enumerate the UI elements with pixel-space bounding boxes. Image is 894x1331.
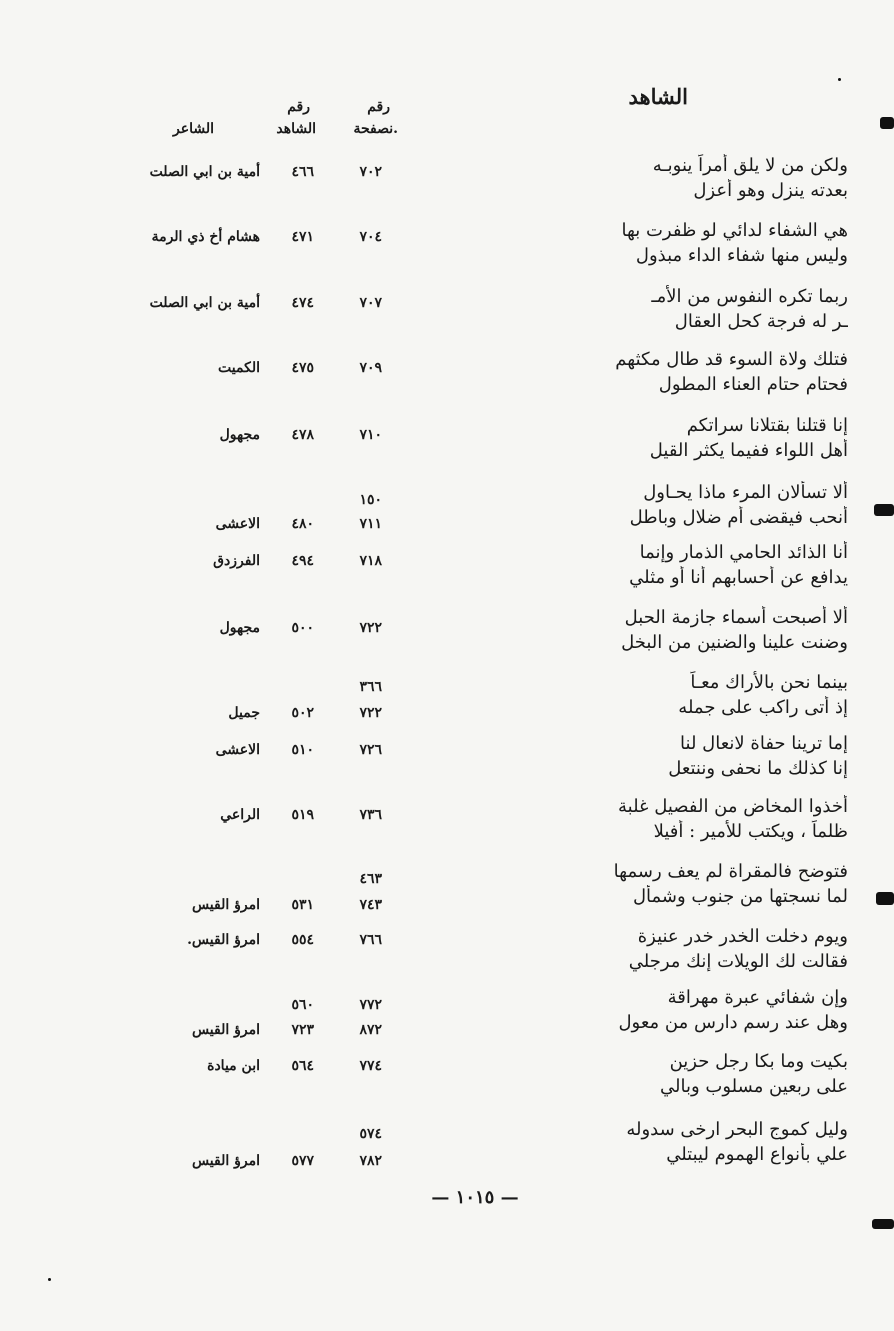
poet-name: امرؤ القيس	[191, 897, 260, 913]
verse-line-2: أهل اللواء ففيما يكثر القيل	[649, 440, 848, 461]
list-item	[0, 671, 894, 735]
page-number: ٧٠٩	[359, 360, 382, 376]
witness-number: ٥١٩	[291, 807, 314, 823]
verse-line-1: فتوضح فالمقراة لم يعف رسمها	[613, 861, 848, 882]
scan-speck	[838, 78, 841, 81]
page-number: ٧٦٦	[359, 932, 382, 948]
verse-line-1: بينما نحن بالأراك معـاً	[690, 672, 848, 693]
list-item	[0, 414, 894, 478]
witness-number: ٤٧٥	[291, 360, 314, 376]
verse-line-1: إنا قتلنا بقتلانا سراتكم	[686, 415, 848, 436]
poet-name: مجهول	[219, 427, 260, 443]
page-number: ٧٤٣	[359, 897, 382, 913]
page-number: ٧٠٧	[359, 295, 382, 311]
verse-line-1: وإن شفائي عبرة مهراقة	[667, 987, 848, 1008]
column-header-witness-top: رقم	[287, 99, 310, 115]
column-header-witness-bottom: الشاهد	[276, 121, 316, 137]
verse-line-1: أخذوا المخاض من الفصيل غلبة	[618, 796, 848, 817]
poet-name: جميل	[228, 705, 260, 721]
list-item	[0, 541, 894, 605]
list-item	[0, 154, 894, 218]
list-item	[0, 1118, 894, 1182]
list-item	[0, 795, 894, 859]
verse-line-2: إنا كذلك ما نحفى وننتعل	[668, 758, 848, 779]
verse-line-1: وليل كموج البحر ارخى سدوله	[626, 1119, 848, 1140]
page-number: ٧٢٢	[359, 705, 382, 721]
poet-name: أمية بن ابي الصلت	[149, 164, 260, 180]
page-number-secondary: ٣٦٦	[359, 679, 382, 695]
page-number: ٧١١	[359, 516, 382, 532]
poet-name: الفرزدق	[213, 553, 260, 569]
poet-name: مجهول	[219, 620, 260, 636]
witness-number: ٤٧٨	[291, 427, 314, 443]
poet-name: الراعي	[220, 807, 260, 823]
page-number: ٧٣٦	[359, 807, 382, 823]
verse-line-2: فقالت لك الويلات إنك مرجلي	[628, 951, 848, 972]
verse-line-2: لما نسجتها من جنوب وشمأل	[632, 886, 848, 907]
poet-name: أمية بن ابي الصلت	[149, 295, 260, 311]
verse-line-2: وهل عند رسم دارس من معول	[618, 1012, 848, 1033]
list-item	[0, 481, 894, 545]
verse-line-2: يدافع عن أحسابهم أنا أو مثلي	[629, 567, 848, 588]
witness-number: ٤٨٠	[291, 516, 314, 532]
poet-name: ابن ميادة	[207, 1058, 260, 1074]
witness-number: ٥٧٧	[291, 1153, 314, 1169]
verse-line-2: ظلماً ، ويكتب للأمير : أفيلا	[653, 821, 848, 842]
scan-binding-mark	[872, 1219, 894, 1229]
column-title-verse: الشاهد	[628, 84, 688, 109]
page-number: ٧٢٦	[359, 742, 382, 758]
page-number: ٧١٠	[359, 427, 382, 443]
list-item	[0, 219, 894, 283]
verse-line-2: إذ أتى راكب على جمله	[678, 697, 848, 718]
verse-line-1: هي الشفاء لدائي لو ظفرت بها	[621, 220, 848, 241]
list-item	[0, 348, 894, 412]
poet-name: الاعشى	[215, 516, 260, 532]
poet-name: الاعشى	[215, 742, 260, 758]
page-number: ٧٢٢	[359, 620, 382, 636]
witness-number: ٥٠٠	[291, 620, 314, 636]
page-number: ٧٧٤	[359, 1058, 382, 1074]
poet-name: هشام أخ ذي الرمة	[151, 229, 260, 245]
verse-line-1: إما ترينا حفاة لانعال لنا	[680, 733, 848, 754]
verse-line-2: على ربعين مسلوب وبالي	[660, 1076, 848, 1097]
verse-line-1: ويوم دخلت الخدر خدر عنيزة	[637, 926, 848, 947]
column-header-page-bottom: .نصفحة	[353, 121, 398, 137]
verse-line-1: ألا تسألان المرء ماذا يحـاول	[643, 482, 848, 503]
witness-number: ٧٢٣	[291, 1022, 314, 1038]
poet-name: امرؤ القيس	[191, 1022, 260, 1038]
verse-line-2: بعدته ينزل وهو أعزل	[693, 180, 848, 201]
verse-line-1: أنا الذائد الحامي الذمار وإنما	[639, 542, 848, 563]
list-item	[0, 606, 894, 670]
page-number: ٧٠٤	[359, 229, 382, 245]
page-number-secondary: ٥٧٤	[359, 1126, 382, 1142]
list-item	[0, 1050, 894, 1114]
page-number: ٧٨٢	[359, 1153, 382, 1169]
verse-line-2: وليس منها شفاء الداء مبذول	[635, 245, 848, 266]
scan-binding-mark	[880, 117, 894, 129]
verse-line-1: ولكن من لا يلق أمراً ينوبـه	[652, 155, 848, 176]
verse-line-2: ـر له فرجة كحل العقال	[674, 311, 848, 332]
verse-line-2: فحتام حتام العناء المطول	[658, 374, 848, 395]
page-number: ٨٧٢	[359, 1022, 382, 1038]
page-number-secondary: ٧٧٢	[359, 997, 382, 1013]
verse-line-1: ربما تكره النفوس من الأمـ	[651, 286, 848, 307]
witness-number-secondary: ٥٦٠	[291, 997, 314, 1013]
page-number-secondary: ١٥٠	[359, 492, 382, 508]
page-number: ٧٠٢	[359, 164, 382, 180]
scan-binding-mark	[874, 504, 894, 516]
list-item	[0, 860, 894, 924]
list-item	[0, 986, 894, 1050]
witness-number: ٤٩٤	[291, 553, 314, 569]
witness-number: ٥٣١	[291, 897, 314, 913]
list-item	[0, 925, 894, 989]
scan-speck	[48, 1278, 51, 1281]
verse-line-2: وضنت علينا والضنين من البخل	[621, 632, 848, 653]
verse-line-1: بكيت وما بكا رجل حزين	[669, 1051, 848, 1072]
page-number: ٧١٨	[359, 553, 382, 569]
scan-binding-mark	[876, 892, 894, 905]
witness-number: ٥٠٢	[291, 705, 314, 721]
verse-line-1: فتلك ولاة السوء قد طال مكثهم	[615, 349, 848, 370]
column-header-poet: الشاعر	[173, 121, 214, 137]
verse-line-2: علي بأنواع الهموم ليبتلي	[666, 1144, 848, 1165]
poet-name: الكميت	[218, 360, 260, 376]
witness-number: ٥١٠	[291, 742, 314, 758]
poet-name: امرؤ القيس.	[187, 932, 260, 948]
witness-number: ٥٦٤	[291, 1058, 314, 1074]
list-item	[0, 285, 894, 349]
page-number-secondary: ٤٦٣	[359, 871, 382, 887]
page-number-footer: — ١٠١٥ —	[431, 1187, 519, 1208]
verse-line-2: أنحب فيقضى أم ضلال وباطل	[629, 507, 848, 528]
witness-number: ٥٥٤	[291, 932, 314, 948]
witness-number: ٤٧١	[291, 229, 314, 245]
poet-name: امرؤ القيس	[191, 1153, 260, 1169]
witness-number: ٤٦٦	[291, 164, 314, 180]
list-item	[0, 732, 894, 796]
column-header-page-top: رقم	[367, 99, 390, 115]
witness-number: ٤٧٤	[291, 295, 314, 311]
verse-line-1: ألا أصبحت أسماء جازمة الحبل	[624, 607, 848, 628]
